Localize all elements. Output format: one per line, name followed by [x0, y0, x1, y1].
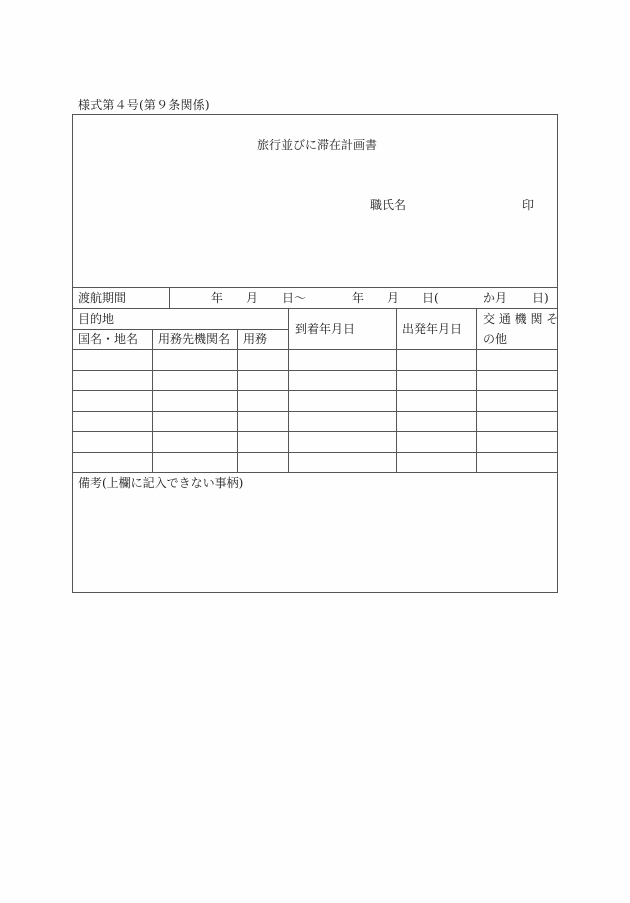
from-month-field[interactable]: 月 [246, 291, 259, 305]
divider [72, 349, 557, 350]
from-year-field[interactable]: 年 [211, 291, 224, 305]
divider [72, 308, 557, 309]
duration-days-field[interactable]: 日) [532, 291, 549, 305]
to-day-field[interactable]: 日( [422, 291, 439, 305]
divider [396, 308, 397, 472]
from-day-field[interactable]: 日～ [282, 291, 307, 305]
divider [237, 329, 238, 472]
duration-months-field[interactable]: か月 [483, 291, 508, 305]
remarks-field[interactable] [74, 493, 555, 589]
divider [72, 329, 288, 330]
divider [152, 329, 153, 472]
col-business: 用務 [243, 332, 268, 346]
col-country-place: 国名・地名 [78, 332, 139, 346]
to-year-field[interactable]: 年 [352, 291, 365, 305]
divider [72, 411, 557, 412]
col-arrival-date: 到着年月日 [295, 322, 356, 336]
divider [72, 370, 557, 371]
period-label: 渡航期間 [78, 291, 127, 305]
col-departure-date: 出発年月日 [402, 322, 463, 336]
col-transport-line1: 交 通 機 関 そ [483, 312, 559, 326]
col-transport-line2: の他 [483, 332, 508, 346]
form-caption: 様式第４号(第９条関係) [78, 98, 210, 112]
destination-header: 目的地 [78, 312, 115, 326]
divider [476, 308, 477, 472]
remarks-label: 備考(上欄に記入できない事柄) [78, 476, 244, 490]
col-organization: 用務先機関名 [158, 332, 231, 346]
seal-mark: 印 [522, 198, 535, 212]
name-label: 職氏名 [370, 198, 407, 212]
divider [72, 431, 557, 432]
divider [288, 308, 289, 472]
divider [72, 452, 557, 453]
form-title: 旅行並びに滞在計画書 [257, 138, 378, 152]
divider [169, 287, 170, 308]
divider [72, 390, 557, 391]
to-month-field[interactable]: 月 [387, 291, 400, 305]
divider [72, 472, 557, 473]
divider [72, 287, 557, 288]
